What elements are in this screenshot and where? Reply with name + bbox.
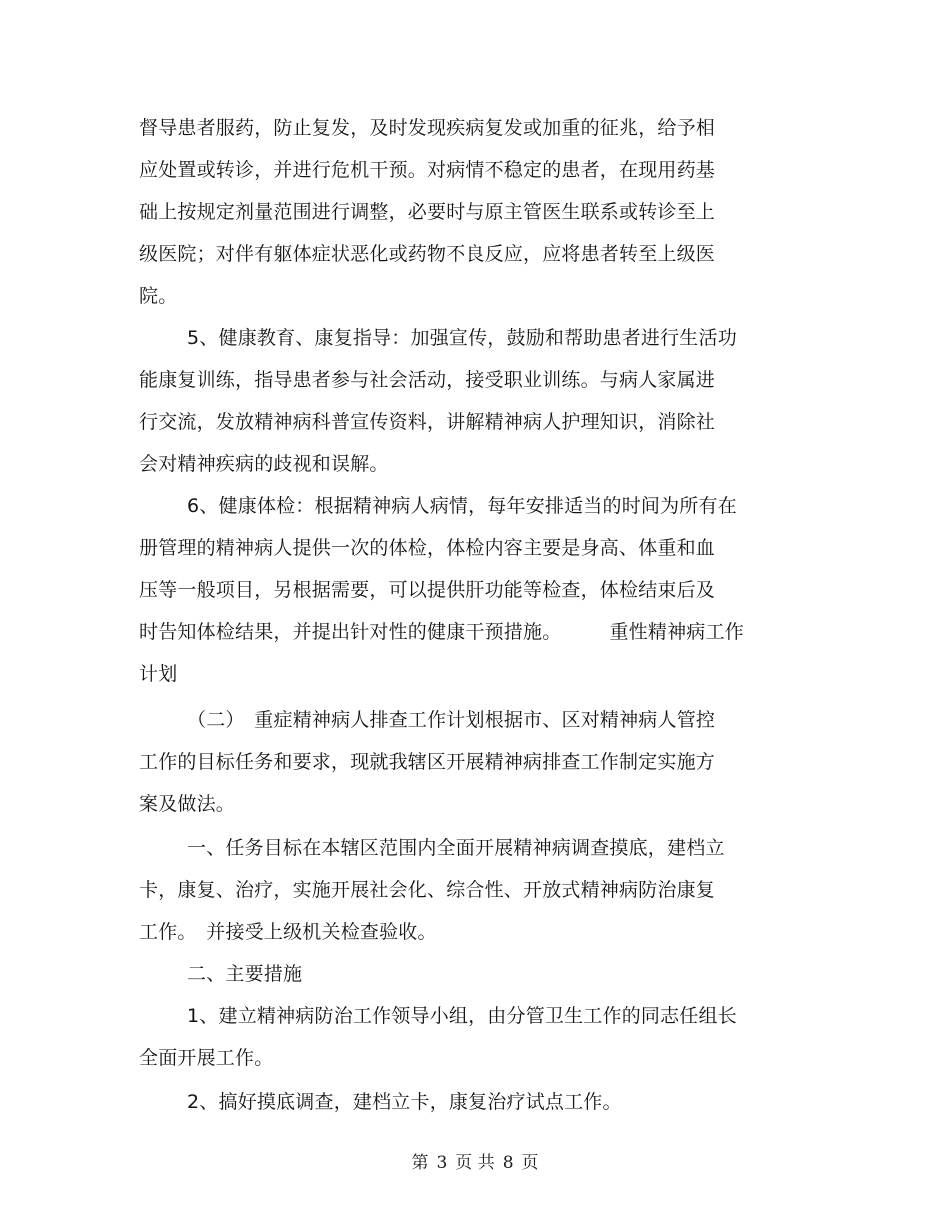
text-line: 册管理的精神病人提供一次的体检，体检内容主要是身高、体重和血 (139, 537, 716, 559)
text-line: 工作的目标任务和要求，现就我辖区开展精神病排查工作制定实施方 (139, 751, 716, 773)
footer-current-page: 3 (436, 1153, 448, 1173)
text-line: 卡，康复、治疗，实施开展社会化、综合性、开放式精神病防治康复 (139, 879, 716, 901)
text-line: 压等一般项目，另根据需要，可以提供肝功能等检查，体检结束后及 (139, 579, 716, 601)
text-line: 案及做法。 (139, 793, 236, 815)
footer-total-pages: 8 (502, 1153, 514, 1173)
footer-suffix: 页 (521, 1153, 539, 1173)
text-line: 应处置或转诊，并进行危机干预。对病情不稳定的患者，在现用药基 (139, 159, 716, 181)
text-line: 级医院；对伴有躯体症状恶化或药物不良反应，应将患者转至上级医 (139, 243, 716, 265)
measure-1-heading: 1、建立精神病防治工作领导小组，由分管卫生工作的同志任组长 (187, 1005, 737, 1027)
text-line: 行交流，发放精神病科普宣传资料，讲解精神病人护理知识，消除社 (139, 411, 716, 433)
text-line: 会对精神疾病的歧视和误解。 (139, 453, 389, 475)
footer-prefix: 第 (411, 1153, 429, 1173)
task-target-heading: 一、任务目标在本辖区范围内全面开展精神病调查摸底，建档立 (187, 837, 725, 859)
section-two-heading: （二） 重症精神病人排查工作计划根据市、区对精神病人管控 (187, 709, 716, 731)
footer-middle: 页 共 (455, 1153, 495, 1173)
text-line: 础上按规定剂量范围进行调整，必要时与原主管医生联系或转诊至上 (139, 201, 716, 223)
main-measures-heading: 二、主要措施 (187, 963, 303, 985)
text-line: 时告知体检结果，并提出针对性的健康干预措施。 重性精神病工作 (139, 621, 744, 643)
text-line: 全面开展工作。 (139, 1047, 274, 1069)
page-footer (0, 1152, 950, 1174)
text-line: 工作。 并接受上级机关检查验收。 (139, 921, 437, 943)
measure-2-heading: 2、搞好摸底调查，建档立卡，康复治疗试点工作。 (187, 1091, 622, 1113)
text-line: 计划 (139, 663, 178, 685)
text-line: 能康复训练，指导患者参与社会活动，接受职业训练。与病人家属进 (139, 369, 716, 391)
paragraph-6-heading: 6、健康体检：根据精神病人病情，每年安排适当的时间为所有在 (187, 495, 737, 517)
text-line: 督导患者服药，防止复发，及时发现疾病复发或加重的征兆，给予相 (139, 117, 716, 139)
paragraph-5-heading: 5、健康教育、康复指导：加强宣传，鼓励和帮助患者进行生活功 (187, 327, 737, 349)
text-line: 院。 (139, 285, 178, 307)
